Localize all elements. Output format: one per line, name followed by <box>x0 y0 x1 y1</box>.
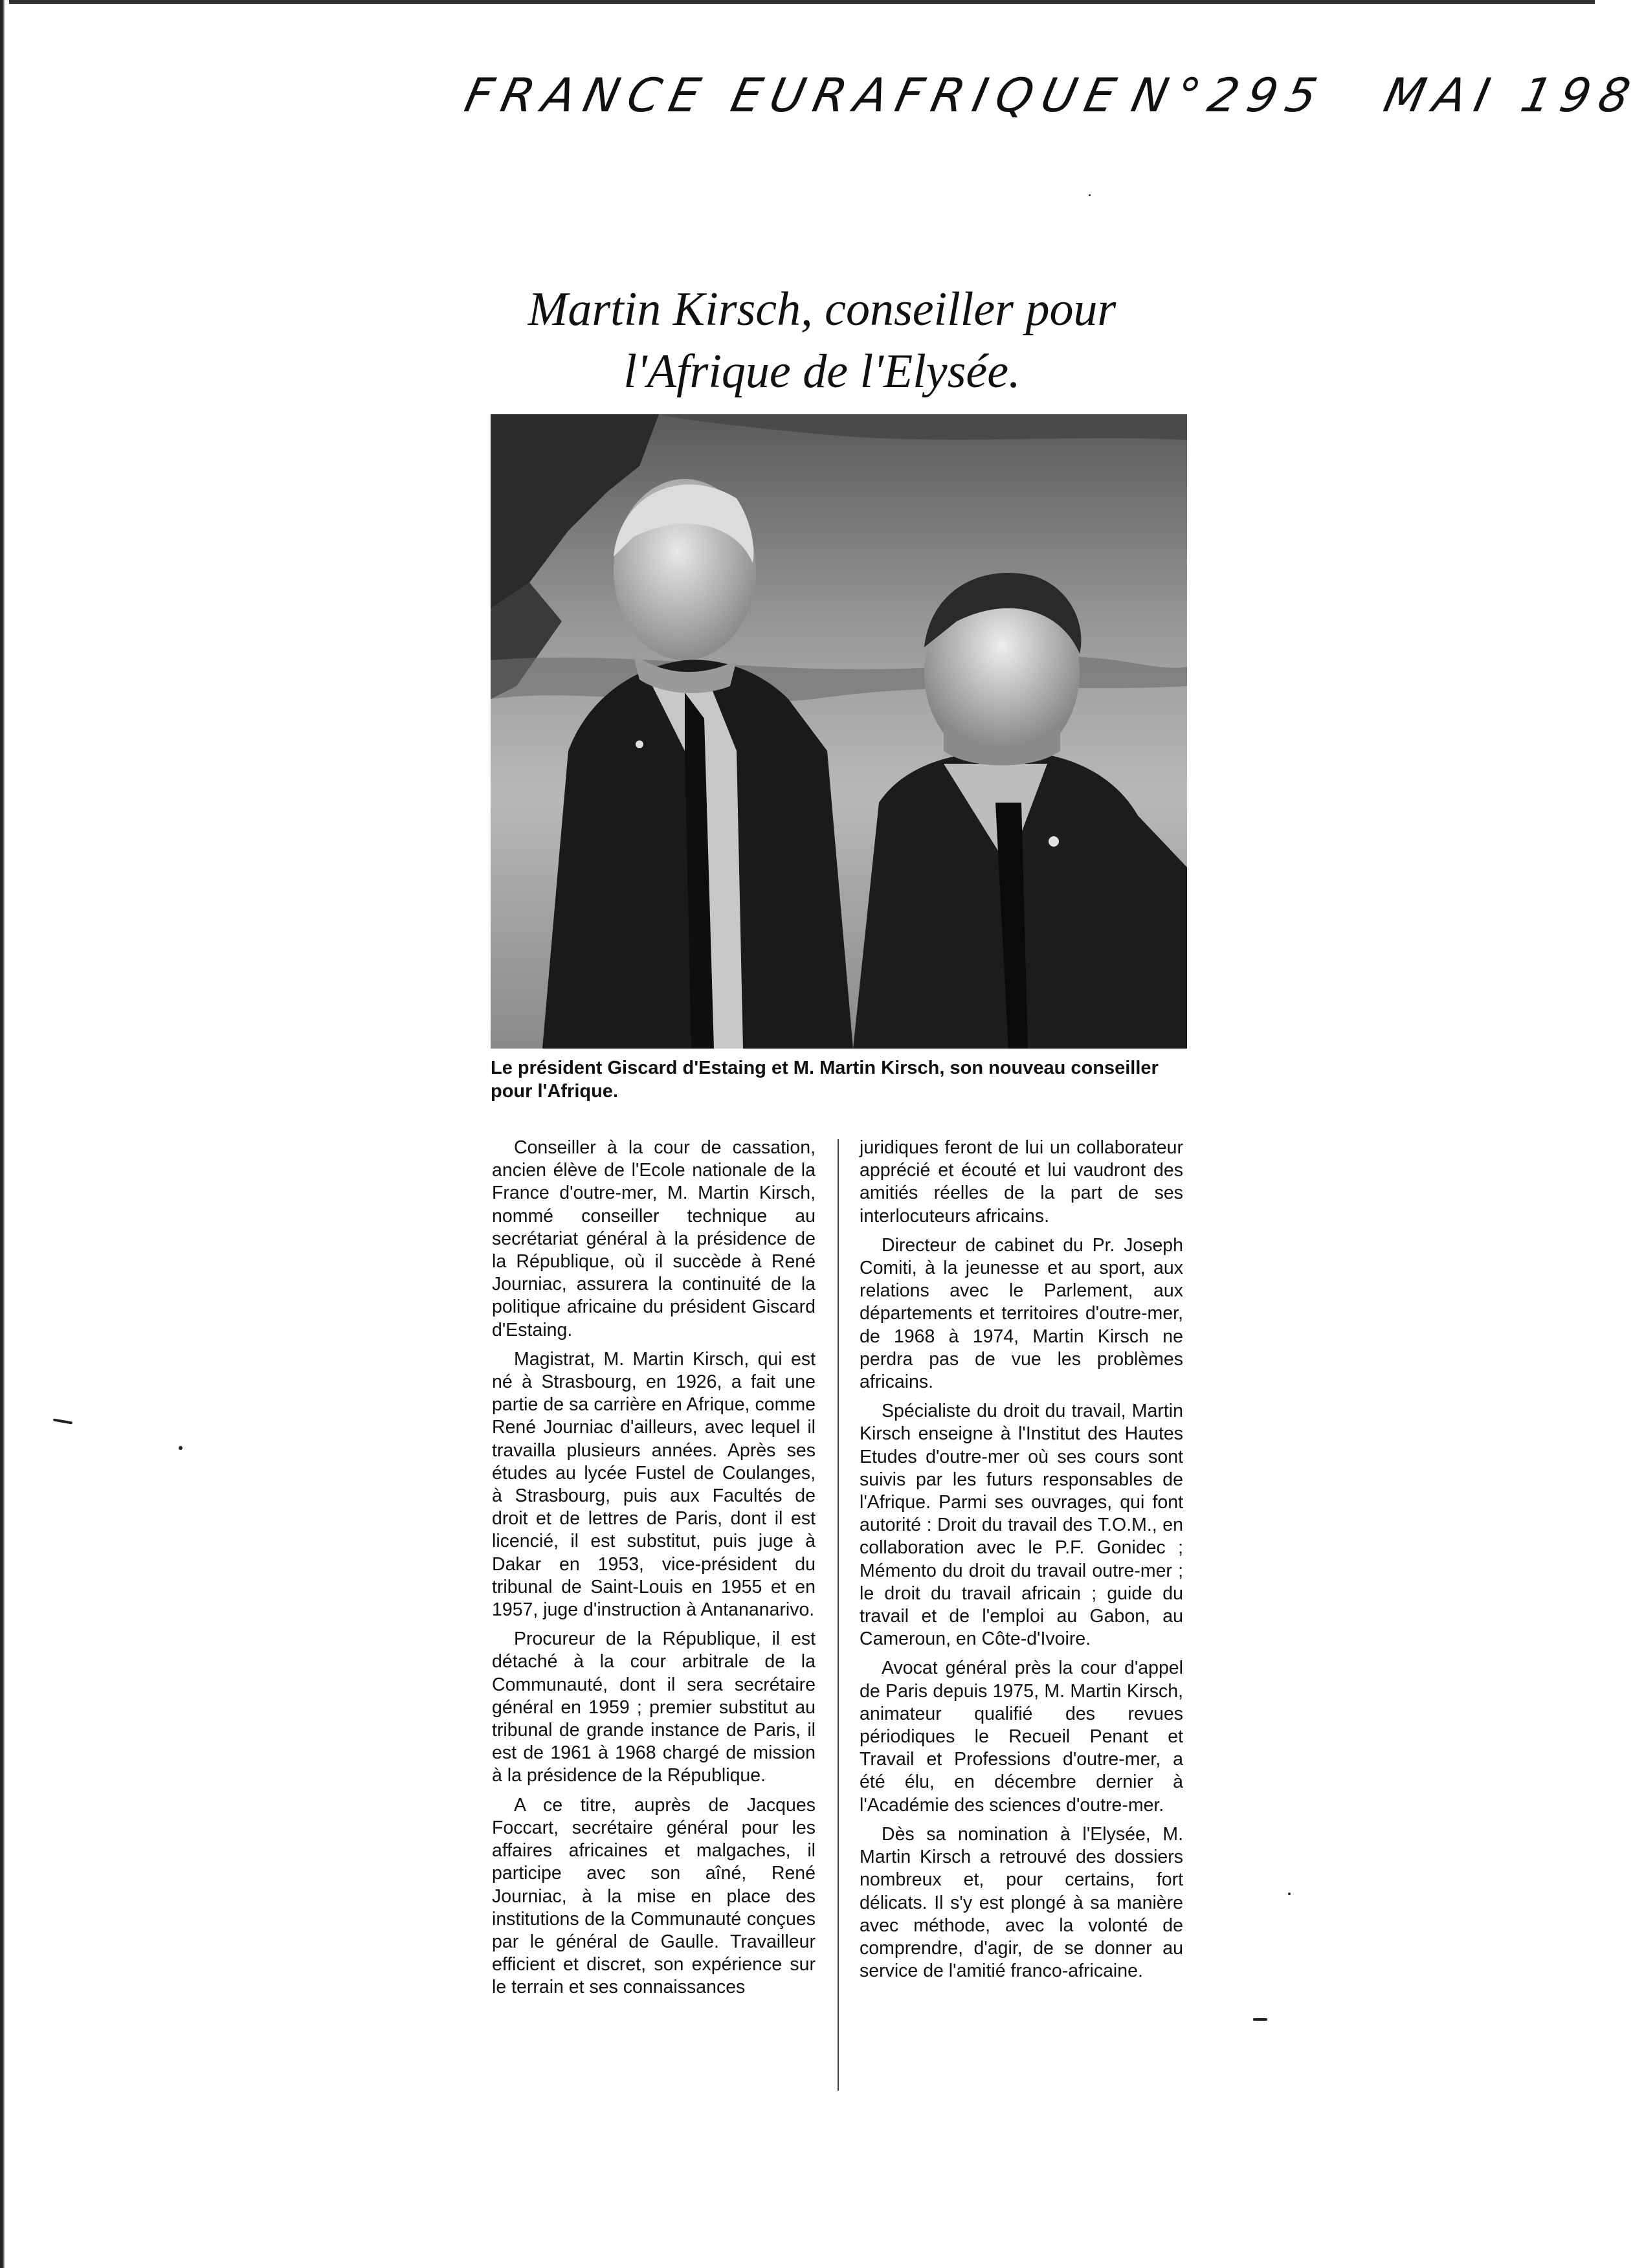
paragraph: Avocat général près la cour d'appel de Paris depuis 1975, M. Martin Kirsch, animateur qualifié des revues périodiques le Recueil Penant et Travail et Professions d'outre-mer, a été élu, en décembre dernier à l'Académie des sciences d'outre-mer. <box>860 1658 1183 1816</box>
headline-line-1: Martin Kirsch, conseiller pour <box>528 283 1116 336</box>
scan-speck <box>179 1446 183 1450</box>
photo-caption: Le président Giscard d'Estaing et M. Martin Kirsch, son nouveau conseiller pour l'Afrique. <box>491 1058 1159 1102</box>
paragraph: Spécialiste du droit du travail, Martin Kirsch enseigne à l'Institut des Hautes Etudes d'outre-mer où ses cours sont suivis par les futurs responsables de l'Afrique. Parmi ses ouvrages, qui font autorité : Droit du travail des T.O.M., en collaboration avec le P.F. Gonidec ; Mémento du droit du travail outre-mer ; le droit du travail africain ; guide du travail et de l'emploi au Gabon, au Cameroun, en Côte-d'Ivoire. <box>860 1401 1183 1650</box>
headline-line-2: l'Afrique de l'Elysée. <box>623 345 1021 398</box>
paragraph: juridiques feront de lui un collaborateur apprécié et écouté et lui vaudront des amitiés réelles de la part de ses interlocuteurs africains. <box>860 1137 1183 1227</box>
article-headline <box>466 278 1178 403</box>
paragraph: Conseiller à la cour de cassation, ancien élève de l'Ecole nationale de la France d'outre-mer, M. Martin Kirsch, nommé conseiller technique au secrétariat général à la présidence de la République, où il succède à René Journiac, assurera la continuité de la politique africaine du président Giscard d'Estaing. <box>492 1137 816 1340</box>
paragraph: Dès sa nomination à l'Elysée, M. Martin Kirsch a retrouvé des dossiers nombreux et, pour certains, fort délicats. Il s'y est plongé à sa manière avec méthode, avec la volonté de comprendre, d'agir, de se donner au service de l'amitié franco-africaine. <box>860 1823 1183 1982</box>
scan-left-border <box>0 0 9 2268</box>
handwritten-publication-note: FRANCE EURAFRIQUE <box>460 68 1130 122</box>
photo-illustration <box>491 414 1187 1049</box>
paragraph: Magistrat, M. Martin Kirsch, qui est né à Strasbourg, en 1926, a fait une partie de sa carrière en Afrique, comme René Journiac d'ailleurs, avec lequel il travailla plusieurs années. Après ses études au lycée Fustel de Coulanges, à Strasbourg, puis aux Facultés de droit et de lettres de Paris, dont il est licencié, il est substitut, puis juge à Dakar en 1953, vice-président du tribunal de Saint-Louis en 1955 et en 1957, juge d'instruction à Antananarivo. <box>492 1348 816 1621</box>
column-divider <box>838 1139 839 2091</box>
scan-speck <box>1288 1893 1291 1895</box>
paragraph: Directeur de cabinet du Pr. Joseph Comiti, à la jeunesse et au sport, aux relations avec le Parlement, aux départements et territoires d'outre-mer, de 1968 à 1974, Martin Kirsch ne perdra pas de vue les problèmes africains. <box>860 1234 1183 1393</box>
article-column-right <box>860 1137 1183 1989</box>
handwritten-date-note: MAI 198 <box>1379 68 1644 122</box>
scan-top-border <box>0 0 1595 4</box>
scan-speck <box>1253 2018 1267 2021</box>
article-photo <box>491 414 1187 1049</box>
paragraph: A ce titre, auprès de Jacques Foccart, secrétaire général pour les affaires africaines et malgaches, il participe avec son aîné, René Journiac, à la mise en place des institutions de la Communauté conçues par le général de Gaulle. Travailleur efficient et discret, son expérience sur le terrain et ses connaissances <box>492 1794 816 1998</box>
scan-speck <box>1089 194 1091 196</box>
paragraph: Procureur de la République, il est détaché à la cour arbitrale de la Communauté, dont il sera secrétaire général en 1959 ; premier substitut au tribunal de grande instance de Paris, il est de 1961 à 1968 chargé de mission à la présidence de la République. <box>492 1629 816 1786</box>
handwritten-issue-note: N°295 <box>1127 68 1331 122</box>
scan-speck <box>53 1418 72 1424</box>
article-column-left <box>492 1137 816 2006</box>
